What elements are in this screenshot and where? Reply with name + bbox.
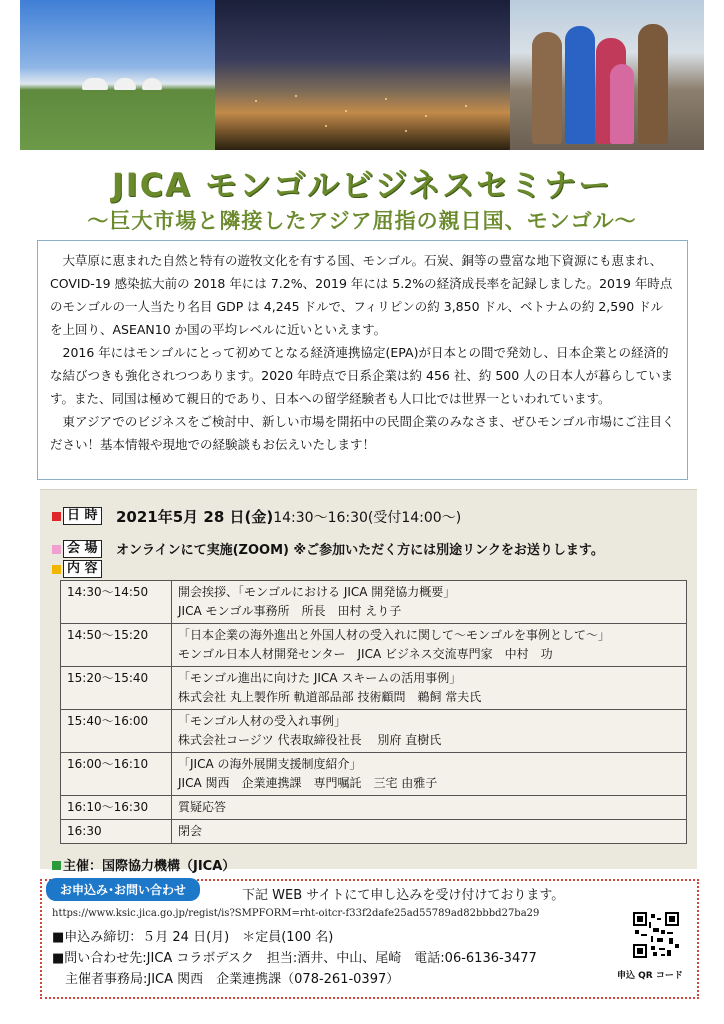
date-label: 日 時 [63, 507, 102, 525]
program-speaker: JICA 関西 企業連携課 専門嘱託 三宅 由雅子 [178, 776, 438, 790]
venue-label: 会 場 [63, 540, 102, 558]
city-light [345, 110, 347, 112]
intro-paragraph: 東アジアでのビジネスをご検討中、新しい市場を開拓中の民間企業のみなさま、ぜひモンゴル市場にご注目ください！基本情報や現地での経験談もお伝えいたします！ [50, 414, 675, 452]
application-box [40, 879, 699, 999]
organizer-text: 主催：国際協力機構（JICA） [63, 859, 236, 874]
program-speaker: モンゴル日本人材開発センター JICA ビジネス交流専門家 中村 功 [178, 647, 553, 661]
program-description [172, 820, 687, 844]
green-square-icon [52, 861, 61, 870]
child-figure [638, 24, 668, 144]
deadline-text: ■申込み締切：５月 24 日(月) ＊定員(100 名) [52, 930, 334, 945]
city-light [295, 95, 297, 97]
yellow-square-icon [52, 565, 61, 574]
program-description [172, 796, 687, 820]
program-time: 16:30 [61, 820, 172, 844]
city-light [425, 115, 427, 117]
grassland-yurt-photo [20, 0, 215, 150]
content-label: 内 容 [63, 560, 102, 578]
apply-tab: お申込み･お問い合わせ [46, 878, 200, 901]
qr-code-icon[interactable] [633, 912, 679, 958]
program-description [172, 753, 687, 796]
program-description [172, 710, 687, 753]
program-row [61, 820, 687, 844]
children-photo [510, 0, 704, 150]
program-title: 質疑応答 [178, 800, 227, 814]
program-description [172, 581, 687, 624]
program-row [61, 624, 687, 667]
program-title: 閉会 [178, 824, 203, 838]
venue-text: オンラインにて実施(ZOOM) ※ご参加いただく方には別途リンクをお送りします。 [116, 543, 604, 558]
qr-label: 申込 QR コード [617, 971, 683, 981]
program-speaker: 株式会社コージツ 代表取締役社長 別府 直樹氏 [178, 733, 442, 747]
program-time: 15:20〜15:40 [61, 667, 172, 710]
intro-paragraph: 2016 年にはモンゴルにとって初めてとなる経済連携協定(EPA)が日本との間で発効し、日本企業との経済的な結びつきも強化されつつあります。2020 年時点で日系企業は約 456 社、約 500 人の日本人が暮らしています。また、同国は極めて親日的であり、日本への留学経験者も人口比では世界一といわれています。 [50, 345, 674, 406]
program-row [61, 753, 687, 796]
event-time: 14:30〜16:30(受付14:00〜) [273, 510, 462, 526]
date-label-row [52, 507, 102, 525]
pink-square-icon [52, 545, 61, 554]
program-title: 「モンゴル進出に向けた JICA スキームの活用事例」 [178, 671, 462, 685]
red-square-icon [52, 512, 61, 521]
child-figure [532, 32, 562, 144]
city-light [255, 100, 257, 102]
event-details [40, 489, 697, 874]
program-time: 16:10〜16:30 [61, 796, 172, 820]
event-date-main: 2021年5月 28 日(金) [116, 508, 274, 526]
city-light [465, 105, 467, 107]
program-time: 15:40〜16:00 [61, 710, 172, 753]
event-date [116, 506, 461, 527]
program-speaker: JICA モンゴル事務所 所長 田村 えり子 [178, 604, 402, 618]
apply-url-link[interactable]: https://www.ksic.jica.go.jp/regist/is?SMPFORM=rht-oitcr-f33f2dafe25ad55789ad82bbbd27ba29 [52, 908, 540, 919]
child-figure [565, 26, 595, 144]
city-light [385, 98, 387, 100]
program-time: 14:50〜15:20 [61, 624, 172, 667]
program-title: 開会挨拶、「モンゴルにおける JICA 開発協力概要」 [178, 585, 456, 599]
contact-text: ■問い合わせ先:JICA コラボデスク 担当:酒井、中山、尾崎 電話:06-6136-3477 [52, 951, 537, 966]
child-figure [610, 64, 634, 144]
program-row [61, 581, 687, 624]
city-light [405, 130, 407, 132]
program-title: 「JICA の海外展開支援制度紹介」 [178, 757, 362, 771]
venue-label-row [52, 540, 102, 558]
organizer [52, 855, 235, 874]
city-light [325, 125, 327, 127]
header-photos [20, 0, 704, 150]
city-night-photo [215, 0, 510, 150]
program-row [61, 667, 687, 710]
program-description [172, 624, 687, 667]
page-title: JICA モンゴルビジネスセミナー [111, 166, 613, 204]
yurt-shape [82, 78, 108, 90]
office-text: 主催者事務局:JICA 関西 企業連携課（078-261-0397） [52, 972, 400, 987]
program-title: 「日本企業の海外進出と外国人材の受入れに関して〜モンゴルを事例として〜」 [178, 628, 611, 642]
page-subtitle: 〜巨大市場と隣接したアジア屈指の親日国、モンゴル〜 [87, 209, 637, 233]
intro-paragraph: 大草原に恵まれた自然と特有の遊牧文化を有する国、モンゴル。石炭、銅等の豊富な地下資源にも恵まれ、COVID-19 感染拡大前の 2018 年には 7.2%、2019 年には 5.2%の経済成長率を記録しました。2019 年時点のモンゴルの一人当たり名目 GDP は 4,245 ドルで、フィリピンの約 3,850 ドル、ベトナムの約 2,590 ドルを上回り、ASEAN10 か国の平均レベルに近いといえます。 [50, 253, 673, 337]
program-row [61, 796, 687, 820]
program-time: 16:00〜16:10 [61, 753, 172, 796]
program-description [172, 667, 687, 710]
apply-heading: 下記 WEB サイトにて申し込みを受け付けております。 [242, 888, 565, 903]
intro-box [37, 240, 688, 480]
yurt-shape [142, 78, 162, 90]
content-label-row [52, 560, 102, 578]
program-time: 14:30〜14:50 [61, 581, 172, 624]
program-table [60, 580, 687, 844]
program-row [61, 710, 687, 753]
yurt-shape [114, 78, 136, 90]
program-title: 「モンゴル人材の受入れ事例」 [178, 714, 347, 728]
program-speaker: 株式会社 丸上製作所 軌道部品部 技術顧問 鵜飼 常夫氏 [178, 690, 482, 704]
